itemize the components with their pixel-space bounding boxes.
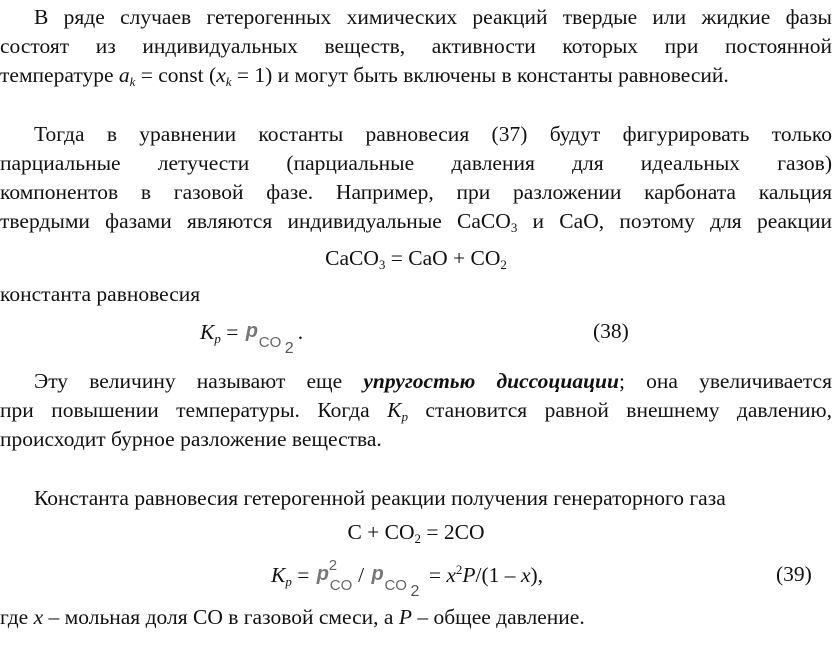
p-letter: p — [371, 563, 384, 585]
para2-line3: компонентов в газовой фазе. Например, при разложении карбоната кальция — [0, 180, 832, 204]
text-span: . — [297, 320, 304, 344]
p-letter: p — [245, 320, 258, 342]
equilibrium-constant-label: константа равновесия — [0, 282, 201, 306]
subscript: 3 — [510, 220, 518, 235]
text-span: C + CO — [347, 520, 415, 544]
subscript: 2 — [414, 531, 422, 546]
text-span: – общее давление. — [411, 605, 585, 629]
final-line — [0, 603, 832, 631]
text-span: = — [220, 320, 244, 344]
subscript: p — [285, 574, 292, 589]
text-span: = — [423, 563, 447, 587]
subscript: 3 — [378, 257, 386, 272]
partial-pressure-co2-symbol — [244, 317, 298, 357]
text-span: / — [352, 563, 370, 587]
text-span: ; она увеличивается — [618, 369, 832, 393]
p-subscript: CO — [329, 577, 353, 594]
text-span: при повышении температуры. Когда — [0, 398, 388, 422]
para3-line1 — [0, 367, 832, 395]
subscript: k — [129, 74, 136, 89]
text-span: = CaO + CO — [385, 246, 501, 270]
subscript: k — [225, 74, 232, 89]
x-symbol: x — [446, 563, 456, 587]
subscript: p — [214, 331, 221, 346]
para4-line1: Константа равновесия гетерогенной реакции получения генераторного газа — [34, 486, 726, 510]
k-symbol: K — [387, 398, 402, 422]
x-symbol: x — [33, 605, 44, 629]
subscript: 2 — [500, 257, 507, 272]
para1-line2: состоят из индивидуальных веществ, активности которых при постоянной — [0, 34, 832, 58]
x-symbol: x — [520, 563, 531, 587]
text-span: Эту величину называют еще — [34, 369, 364, 393]
equation-generator-gas — [0, 518, 832, 546]
p-subscript: CO — [384, 577, 407, 594]
subscript: p — [401, 409, 408, 424]
para3-line2 — [0, 396, 832, 424]
text-span: = 1) и могут быть включены в константы равновесий. — [231, 63, 729, 87]
text-span: = — [291, 563, 315, 587]
equation-38 — [200, 317, 304, 357]
para2-line4 — [0, 207, 832, 235]
equation-caco3-decomposition — [0, 244, 832, 272]
para1-line3 — [0, 61, 832, 89]
para1-line1: В ряде случаев гетерогенных химических реакций твердые или жидкие фазы — [34, 5, 832, 29]
p-superscript: 2 — [328, 557, 338, 574]
mole-fraction-symbol: x — [216, 63, 226, 87]
partial-pressure-co-squared-symbol — [315, 557, 353, 594]
text-span: и CaO, поэтому для реакции — [517, 209, 832, 233]
text-span: твердыми фазами являются индивидуальные CaCO — [0, 209, 511, 233]
p-letter: p — [316, 563, 329, 585]
equation-38-number: (38) — [593, 319, 629, 343]
p-subscript-number: 2 — [284, 340, 294, 357]
p-subscript: CO — [258, 334, 282, 351]
partial-pressure-co2-symbol — [369, 560, 423, 600]
k-symbol: K — [200, 320, 215, 344]
text-span: = 2CO — [421, 520, 485, 544]
equation-39 — [271, 557, 544, 600]
k-symbol: K — [271, 563, 286, 587]
pressure-symbol: P — [398, 605, 412, 629]
text-span: = const ( — [135, 63, 217, 87]
text-span: – мольная доля CO в газовой смеси, а — [43, 605, 399, 629]
text-span: /(1 – — [475, 563, 521, 587]
para2-line1: Тогда в уравнении костанты равновесия (37) будут фигурировать только — [34, 122, 832, 146]
text-span: CaCO — [325, 246, 379, 270]
para2-line2: парциальные летучести (парциальные давления для идеальных газов) — [0, 151, 832, 175]
text-span: где — [0, 605, 34, 629]
text-span: ), — [530, 563, 544, 587]
activity-symbol: a — [118, 63, 130, 87]
text-span: становится равной внешнему давлению, — [407, 398, 832, 422]
p-subscript-number: 2 — [410, 583, 420, 600]
equation-39-number: (39) — [776, 562, 812, 586]
text-span: температуре — [0, 63, 119, 87]
para3-line3: происходит бурное разложение вещества. — [0, 427, 382, 451]
pressure-symbol: P — [462, 563, 476, 587]
superscript: 2 — [455, 562, 463, 577]
emphasis-term: упругостью диссоциации — [363, 369, 619, 393]
